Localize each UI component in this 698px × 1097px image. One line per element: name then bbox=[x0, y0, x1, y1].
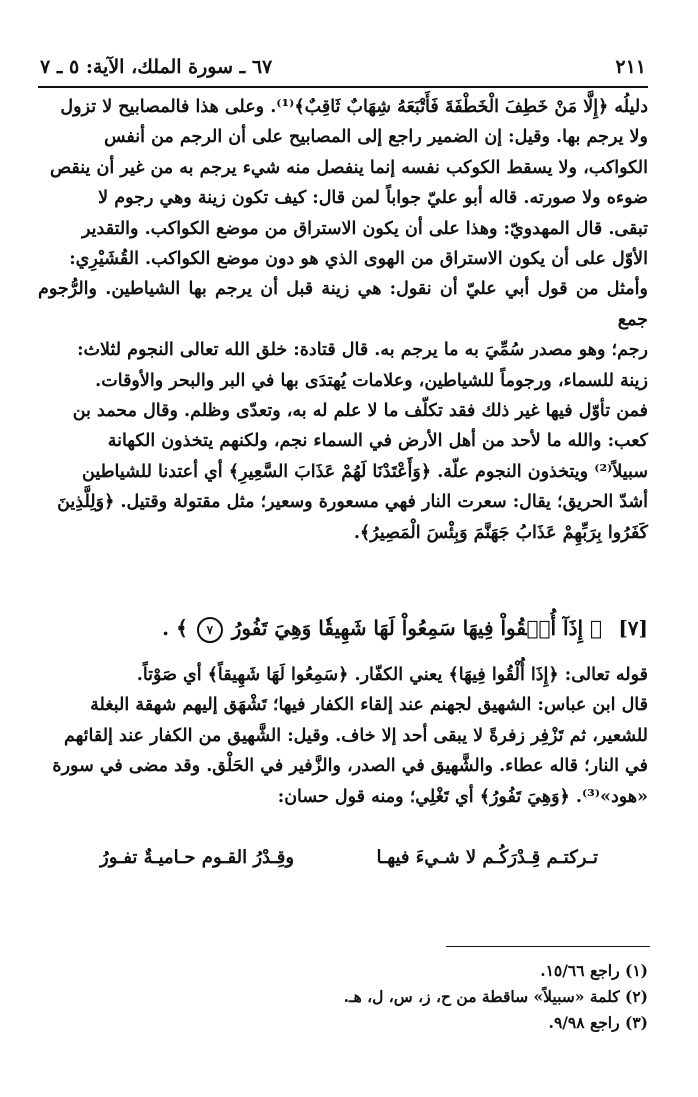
text-line: زينة للسماء، ورجوماً للشياطين، وعلامات يُهتدَى بها في البر والبحر والأوقات. bbox=[95, 370, 648, 391]
text-line: الأوّل على أن يكون الاستراق من الهوى الذي هو دون موضع الكواكب. القُشَيْرِي: bbox=[69, 249, 648, 270]
text-line: سبيلاً⁽²⁾ ويتخذون النجوم علّة. ﴿وَأَعْتَدْنَا لَهُمْ عَذَابَ السَّعِيرِ﴾ أي أعتدنا للشياطين bbox=[82, 461, 648, 482]
text-line: ولا يرجم بها. وقيل: إن الضمير راجع إلى المصابيح على أن الرجم من أنفس bbox=[104, 127, 648, 148]
verse-commentary bbox=[38, 660, 648, 812]
ayah-end-marker: ٧ bbox=[197, 617, 223, 643]
page-number: ٢١١ bbox=[615, 56, 646, 78]
text-line: ضوءه ولا صورته. قاله أبو عليّ جواباً لمن قال: كيف تكون زينة وهي رجوم لا bbox=[98, 188, 648, 209]
poem-first-hemistich: تـركتـم قِـدْرَكُـم لا شـيءَ فيهـا bbox=[376, 847, 598, 868]
footnote: (٣) راجع ٩/٩٨. bbox=[548, 1013, 648, 1032]
page-header bbox=[40, 56, 646, 86]
running-title: ٦٧ ـ سورة الملك، الآية: ٥ ـ ٧ bbox=[40, 56, 273, 78]
text-line: وأمثل من قول أبي عليّ أن نقول: هي زينة قبل أن يرجم بها الشياطين. والرُّجوم جمع bbox=[38, 279, 648, 330]
verse-heading bbox=[38, 610, 648, 650]
text-line: أشدّ الحريق؛ يقال: سعرت النار فهي مسعورة وسعير؛ مثل مقتولة وقتيل. ﴿وَلِلَّذِينَ bbox=[57, 492, 648, 513]
footnote: (٢) كلمة «سبيلاً» ساقطة من ح، ز، س، ل، هـ. bbox=[343, 987, 648, 1006]
text-line: للشعير، ثم تَزْفِر زفرةً لا يبقى أحد إلا خاف. وقيل: الشَّهيق من الكفار عند إلقائهم bbox=[63, 725, 648, 746]
text-line: كعب: والله ما لأحد من أهل الأرض في السماء نجم، ولكنهم يتخذون الكهانة bbox=[107, 431, 648, 452]
text-line: قوله تعالى: ﴿إِذَا أُلْقُوا فِيهَا﴾ يعني الكفّار. ﴿سَمِعُوا لَهَا شَهِيقاً﴾ أي صَوْتاً. bbox=[136, 665, 648, 685]
footnote-separator bbox=[446, 946, 650, 947]
verse-text-wrapper bbox=[162, 616, 602, 643]
verse-closing: ﴾ . bbox=[162, 616, 188, 640]
text-line: «هود»⁽³⁾. ﴿وَهِيَ تَفُورُ﴾ أي تَغْلِي؛ ومنه قول حسان: bbox=[277, 786, 648, 807]
footnotes bbox=[38, 958, 648, 1036]
commentary-text bbox=[38, 92, 648, 548]
text-line: الكواكب، ولا يسقط الكوكب نفسه إنما ينفصل منه شيء يرجم به من غير أن ينقص bbox=[49, 157, 648, 178]
text-line: فمن تأوّل فيها غير ذلك فقد تكلّف ما لا علم له به، وتعدّى وظلم. وقال محمد بن bbox=[72, 401, 648, 422]
verse-text: ﴿ إِذَآ أُلۡقُواْ فِيهَا سَمِعُواْ لَهَا شَهِيقٗا وَهِيَ تَفُورُ bbox=[231, 616, 602, 640]
text-line: تبقى. قال المهدويّ: وهذا على أن يكون الاستراق من موضع الكواكب. والتقدير bbox=[82, 218, 648, 239]
header-rule bbox=[38, 86, 648, 88]
text-line: في النار؛ قاله عطاء. والشَّهيق في الصدر، والزَّفير في الحَلْق. وقد مضى في سورة bbox=[52, 756, 648, 777]
text-line: كَفَرُوا بِرَبِّهِمْ عَذَابُ جَهَنَّمَ وَبِئْسَ الْمَصِيرُ﴾. bbox=[353, 522, 648, 543]
footnote: (١) راجع ١٥/٦٦. bbox=[540, 961, 648, 980]
poem-second-hemistich: وقِـدْرُ القـوم حـاميـةٌ تفـورُ bbox=[100, 847, 295, 868]
verse-number: [٧] bbox=[618, 616, 648, 640]
text-line: دليلُه ﴿إِلَّا مَنْ خَطِفَ الْخَطْفَةَ فَأَتْبَعَهُ شِهَابٌ ثَاقِبٌ﴾⁽¹⁾. وعلى هذا فالمصابيح لا تزول bbox=[60, 97, 648, 117]
text-line: قال ابن عباس: الشهيق لجهنم عند إلقاء الكفار فيها؛ تَشْهَق إليهم شهقة البغلة bbox=[90, 695, 648, 716]
poetry-verse bbox=[100, 847, 598, 881]
text-line: رجم؛ وهو مصدر سُمِّيَ به ما يرجم به. قال قتادة: خلق الله تعالى النجوم لثلاث: bbox=[77, 340, 648, 361]
